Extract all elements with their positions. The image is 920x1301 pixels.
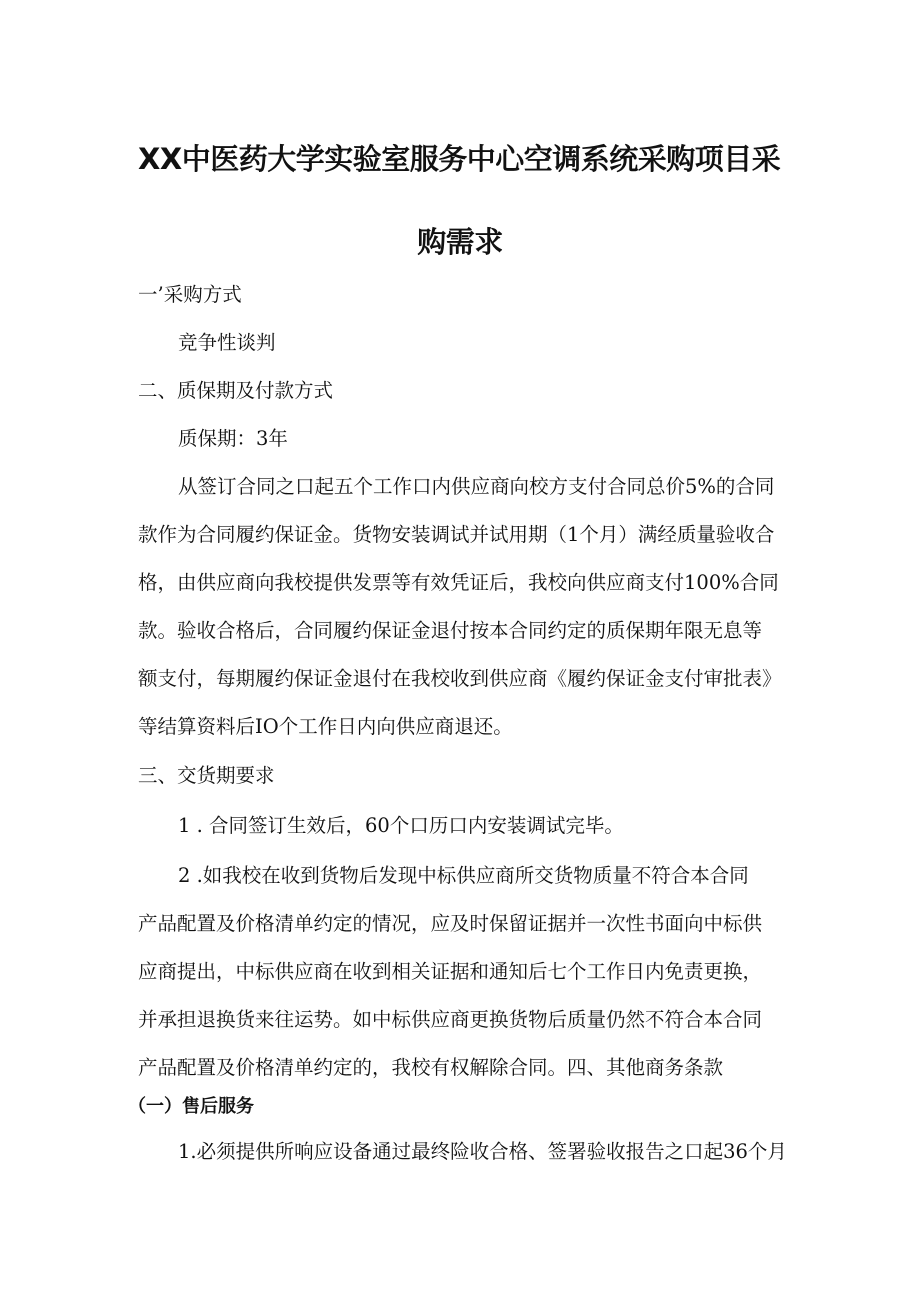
paragraph-after-sales-item-1: 1.必须提供所响应设备通过最终险收合格、签署验收报告之口起36个月 — [178, 1140, 787, 1163]
paragraph-delivery-item-2-line-2: 产品配置及价格清单约定的情况，应及时保留证据并一次性书面向中标供 — [138, 912, 763, 935]
paragraph-payment-line-1: 从签订合同之口起五个工作口内供应商向校方支付合同总价5%的合同 — [178, 475, 775, 498]
paragraph-delivery-item-1: 1 . 合同签订生效后，60个口历口内安装调试完毕。 — [178, 814, 624, 837]
paragraph-delivery-item-2-line-5: 产品配置及价格清单约定的，我校有权解除合同。四、其他商务条款 — [138, 1056, 724, 1079]
paragraph-payment-line-4: 款。验收合格后，合同履约保证金退付按本合同约定的质保期年限无息等 — [138, 619, 763, 642]
paragraph-payment-line-5: 额支付，每期履约保证金退付在我校收到供应商《履约保证金支付审批表》 — [138, 667, 782, 690]
paragraph-payment-line-2: 款作为合同履约保证金。货物安装调试并试用期（1个月）满经质量验收合 — [138, 523, 775, 546]
paragraph-payment-line-3: 格，由供应商向我校提供发票等有效凭证后，我校向供应商支付100%合同 — [138, 571, 779, 594]
section-heading-delivery: 三、交货期要求 — [138, 764, 275, 787]
section-heading-warranty-payment: 二、质保期及付款方式 — [138, 379, 334, 402]
document-title-line-1: XX中医药大学实验室服务中心空调系统采购项目采 — [138, 142, 781, 176]
section-heading-procurement-method: 一’采购方式 — [138, 283, 242, 306]
subsection-heading-after-sales: （一）售后服务 — [128, 1096, 254, 1117]
document-title-line-2: 购需求 — [417, 225, 503, 259]
paragraph-warranty-period: 质保期：3年 — [178, 427, 288, 450]
paragraph-delivery-item-2-line-1: 2 .如我校在收到货物后发现中标供应商所交货物质量不符合本合同 — [178, 864, 749, 887]
paragraph-delivery-item-2-line-3: 应商提出，中标供应商在收到相关证据和通知后七个工作日内免责更换， — [138, 960, 763, 983]
paragraph-payment-line-6: 等结算资料后IO个工作日内向供应商退还。 — [138, 715, 513, 738]
paragraph-delivery-item-2-line-4: 并承担退换货来往运势。如中标供应商更换货物后质量仍然不符合本合同 — [138, 1008, 763, 1031]
paragraph-procurement-method: 竞争性谈判 — [178, 331, 276, 354]
